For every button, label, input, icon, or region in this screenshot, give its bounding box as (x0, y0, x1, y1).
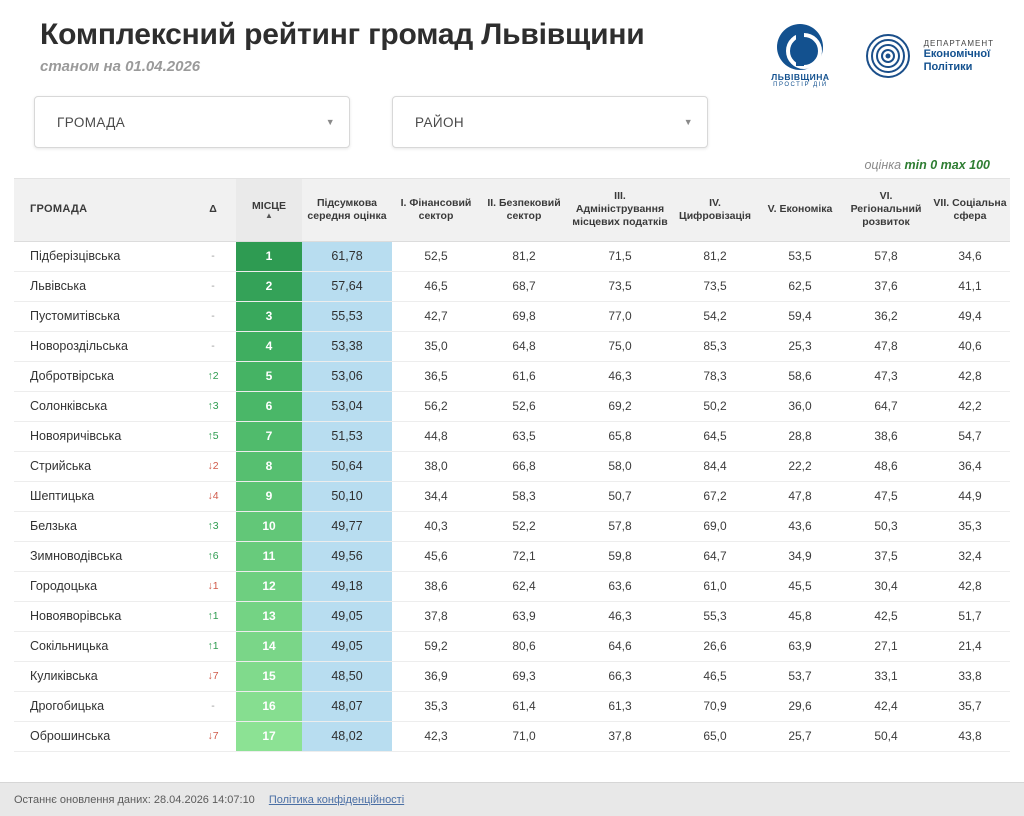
row-metric-3: 46,3 (568, 361, 672, 391)
table-head (14, 179, 1010, 241)
row-community-name: Зимноводівська (14, 541, 190, 571)
row-metric-2: 61,6 (480, 361, 568, 391)
lvivshchyna-logo-label: ЛЬВІВЩИНА (771, 72, 830, 82)
row-total-score: 55,53 (302, 301, 392, 331)
row-metric-3: 61,3 (568, 691, 672, 721)
row-total-score: 48,50 (302, 661, 392, 691)
row-metric-5: 25,7 (758, 721, 842, 751)
row-community-name: Солонківська (14, 391, 190, 421)
row-community-name: Стрийська (14, 451, 190, 481)
row-metric-3: 71,5 (568, 241, 672, 271)
row-place: 7 (236, 421, 302, 451)
row-delta: ↑1 (190, 631, 236, 661)
row-community-name: Львівська (14, 271, 190, 301)
row-metric-4: 65,0 (672, 721, 758, 751)
row-metric-7: 40,6 (930, 331, 1010, 361)
row-delta: ↓1 (190, 571, 236, 601)
row-metric-3: 69,2 (568, 391, 672, 421)
row-metric-1: 38,6 (392, 571, 480, 601)
row-metric-6: 47,3 (842, 361, 930, 391)
row-metric-1: 44,8 (392, 421, 480, 451)
filter-bar (0, 92, 1024, 148)
row-metric-3: 77,0 (568, 301, 672, 331)
row-community-name: Новояричівська (14, 421, 190, 451)
row-metric-3: 59,8 (568, 541, 672, 571)
col-header-c6[interactable]: VI. Регіональний розвиток (842, 179, 930, 241)
row-community-name: Підберізцівська (14, 241, 190, 271)
col-header-c2[interactable]: II. Безпековий сектор (480, 179, 568, 241)
row-metric-5: 22,2 (758, 451, 842, 481)
footer-bar (0, 782, 1024, 816)
table-row[interactable] (14, 271, 1010, 301)
row-metric-5: 43,6 (758, 511, 842, 541)
row-metric-4: 61,0 (672, 571, 758, 601)
table-row[interactable] (14, 571, 1010, 601)
row-metric-7: 35,3 (930, 511, 1010, 541)
row-total-score: 49,56 (302, 541, 392, 571)
table-row[interactable] (14, 661, 1010, 691)
row-metric-5: 28,8 (758, 421, 842, 451)
lvivshchyna-logo-sublabel: ПРОСТІР ДІЙ (773, 82, 828, 88)
row-metric-6: 36,2 (842, 301, 930, 331)
row-metric-4: 81,2 (672, 241, 758, 271)
page-subtitle: станом на 01.04.2026 (40, 58, 201, 75)
row-metric-5: 47,8 (758, 481, 842, 511)
row-place: 13 (236, 601, 302, 631)
row-metric-7: 42,8 (930, 361, 1010, 391)
raion-filter-dropdown[interactable] (392, 96, 708, 148)
row-metric-2: 81,2 (480, 241, 568, 271)
table-row[interactable] (14, 391, 1010, 421)
row-metric-7: 21,4 (930, 631, 1010, 661)
row-metric-6: 57,8 (842, 241, 930, 271)
row-total-score: 49,05 (302, 601, 392, 631)
row-metric-6: 37,6 (842, 271, 930, 301)
row-metric-4: 70,9 (672, 691, 758, 721)
row-metric-3: 46,3 (568, 601, 672, 631)
row-community-name: Городоцька (14, 571, 190, 601)
table-row[interactable] (14, 451, 1010, 481)
row-metric-3: 57,8 (568, 511, 672, 541)
row-delta: ↑3 (190, 391, 236, 421)
col-header-score[interactable]: Підсумкова середня оцінка (302, 179, 392, 241)
department-logo-text (924, 39, 994, 73)
row-place: 9 (236, 481, 302, 511)
row-metric-7: 42,8 (930, 571, 1010, 601)
row-metric-7: 36,4 (930, 451, 1010, 481)
col-header-c5[interactable]: V. Економіка (758, 179, 842, 241)
row-metric-5: 25,3 (758, 331, 842, 361)
row-metric-1: 37,8 (392, 601, 480, 631)
row-metric-7: 49,4 (930, 301, 1010, 331)
row-total-score: 50,64 (302, 451, 392, 481)
row-metric-2: 69,8 (480, 301, 568, 331)
row-metric-2: 69,3 (480, 661, 568, 691)
row-metric-6: 38,6 (842, 421, 930, 451)
row-metric-1: 52,5 (392, 241, 480, 271)
row-community-name: Оброшинська (14, 721, 190, 751)
row-metric-6: 33,1 (842, 661, 930, 691)
row-metric-2: 62,4 (480, 571, 568, 601)
col-header-name[interactable]: ГРОМАДА (14, 179, 190, 241)
gear-icon (777, 24, 823, 70)
row-place: 5 (236, 361, 302, 391)
row-metric-2: 63,5 (480, 421, 568, 451)
row-delta: ↑6 (190, 541, 236, 571)
col-header-c1[interactable]: I. Фінансовий сектор (392, 179, 480, 241)
row-delta: ↓7 (190, 721, 236, 751)
row-metric-6: 30,4 (842, 571, 930, 601)
row-metric-1: 42,7 (392, 301, 480, 331)
table-row[interactable] (14, 421, 1010, 451)
row-delta: - (190, 331, 236, 361)
row-metric-3: 64,6 (568, 631, 672, 661)
row-total-score: 49,18 (302, 571, 392, 601)
row-metric-1: 35,0 (392, 331, 480, 361)
row-metric-2: 71,0 (480, 721, 568, 751)
col-header-place[interactable] (236, 179, 302, 241)
row-total-score: 50,10 (302, 481, 392, 511)
row-community-name: Белзька (14, 511, 190, 541)
row-metric-4: 73,5 (672, 271, 758, 301)
row-total-score: 53,38 (302, 331, 392, 361)
row-metric-3: 58,0 (568, 451, 672, 481)
row-metric-1: 45,6 (392, 541, 480, 571)
row-delta: ↑5 (190, 421, 236, 451)
row-metric-5: 45,5 (758, 571, 842, 601)
row-metric-7: 33,8 (930, 661, 1010, 691)
row-community-name: Новояворівська (14, 601, 190, 631)
table-row[interactable] (14, 721, 1010, 751)
row-delta: ↑3 (190, 511, 236, 541)
row-community-name: Добротвірська (14, 361, 190, 391)
logo-group (771, 18, 1000, 88)
row-metric-4: 64,5 (672, 421, 758, 451)
row-metric-2: 66,8 (480, 451, 568, 481)
page-header (0, 0, 1024, 92)
row-total-score: 51,53 (302, 421, 392, 451)
row-place: 4 (236, 331, 302, 361)
table-row[interactable] (14, 241, 1010, 271)
row-metric-6: 50,4 (842, 721, 930, 751)
col-header-c7[interactable]: VII. Соціальна сфера (930, 179, 1010, 241)
row-metric-6: 47,8 (842, 331, 930, 361)
row-metric-6: 42,5 (842, 601, 930, 631)
row-metric-1: 42,3 (392, 721, 480, 751)
ranking-table (14, 179, 1010, 752)
row-metric-7: 41,1 (930, 271, 1010, 301)
row-metric-3: 37,8 (568, 721, 672, 751)
row-metric-6: 64,7 (842, 391, 930, 421)
row-delta: - (190, 301, 236, 331)
row-metric-2: 80,6 (480, 631, 568, 661)
target-rings-icon (864, 32, 916, 80)
row-metric-2: 72,1 (480, 541, 568, 571)
row-metric-4: 26,6 (672, 631, 758, 661)
row-community-name: Куликівська (14, 661, 190, 691)
row-metric-3: 66,3 (568, 661, 672, 691)
col-header-place-label: МІСЦЕ (252, 200, 286, 213)
row-metric-5: 63,9 (758, 631, 842, 661)
row-place: 10 (236, 511, 302, 541)
row-metric-3: 75,0 (568, 331, 672, 361)
page-title: Комплексний рейтинг громад Львівщини (40, 18, 645, 51)
department-label-1: ДЕПАРТАМЕНТ (923, 38, 994, 48)
row-total-score: 49,77 (302, 511, 392, 541)
row-metric-2: 52,6 (480, 391, 568, 421)
department-label-3: Політики (923, 60, 973, 73)
row-metric-1: 46,5 (392, 271, 480, 301)
table-row[interactable] (14, 541, 1010, 571)
row-place: 3 (236, 301, 302, 331)
department-logo (864, 32, 994, 80)
row-metric-1: 59,2 (392, 631, 480, 661)
row-metric-2: 52,2 (480, 511, 568, 541)
ranking-table-wrap (14, 178, 1010, 752)
row-metric-5: 45,8 (758, 601, 842, 631)
row-metric-7: 54,7 (930, 421, 1010, 451)
hromada-filter-label: ГРОМАДА (57, 114, 126, 130)
row-metric-5: 53,5 (758, 241, 842, 271)
row-metric-5: 34,9 (758, 541, 842, 571)
row-metric-3: 63,6 (568, 571, 672, 601)
raion-filter-label: РАЙОН (415, 114, 465, 130)
col-header-c3[interactable]: III. Адміністрування місцевих податків (568, 179, 672, 241)
row-delta: ↑2 (190, 361, 236, 391)
row-delta: - (190, 241, 236, 271)
row-community-name: Дрогобицька (14, 691, 190, 721)
row-total-score: 57,64 (302, 271, 392, 301)
row-metric-7: 32,4 (930, 541, 1010, 571)
row-metric-7: 34,6 (930, 241, 1010, 271)
row-metric-7: 44,9 (930, 481, 1010, 511)
row-metric-2: 68,7 (480, 271, 568, 301)
row-metric-5: 53,7 (758, 661, 842, 691)
row-delta: ↓4 (190, 481, 236, 511)
row-delta: ↓7 (190, 661, 236, 691)
row-place: 6 (236, 391, 302, 421)
row-metric-1: 36,5 (392, 361, 480, 391)
row-metric-7: 51,7 (930, 601, 1010, 631)
row-metric-1: 34,4 (392, 481, 480, 511)
row-metric-4: 64,7 (672, 541, 758, 571)
row-place: 15 (236, 661, 302, 691)
row-metric-3: 65,8 (568, 421, 672, 451)
row-metric-5: 62,5 (758, 271, 842, 301)
row-metric-4: 50,2 (672, 391, 758, 421)
row-place: 11 (236, 541, 302, 571)
row-metric-2: 61,4 (480, 691, 568, 721)
table-row[interactable] (14, 511, 1010, 541)
row-metric-4: 84,4 (672, 451, 758, 481)
row-total-score: 53,06 (302, 361, 392, 391)
row-metric-5: 58,6 (758, 361, 842, 391)
row-place: 12 (236, 571, 302, 601)
row-total-score: 61,78 (302, 241, 392, 271)
row-metric-7: 42,2 (930, 391, 1010, 421)
row-community-name: Новороздільська (14, 331, 190, 361)
row-metric-3: 50,7 (568, 481, 672, 511)
row-delta: ↓2 (190, 451, 236, 481)
table-row[interactable] (14, 331, 1010, 361)
hromada-filter-dropdown[interactable] (34, 96, 350, 148)
row-metric-2: 64,8 (480, 331, 568, 361)
col-header-c4[interactable]: IV. Цифровізація (672, 179, 758, 241)
department-label-2: Економічної (923, 47, 991, 60)
privacy-policy-link[interactable]: Політика конфіденційності (268, 793, 405, 806)
row-total-score: 48,02 (302, 721, 392, 751)
row-metric-6: 27,1 (842, 631, 930, 661)
row-total-score: 48,07 (302, 691, 392, 721)
last-updated-text: Останнє оновлення даних: 28.04.2026 14:07:10 (14, 793, 255, 806)
row-metric-6: 37,5 (842, 541, 930, 571)
row-community-name: Пустомитівська (14, 301, 190, 331)
header-row (14, 179, 1010, 241)
table-row[interactable] (14, 361, 1010, 391)
lvivshchyna-logo (771, 24, 829, 88)
row-metric-6: 42,4 (842, 691, 930, 721)
row-place: 2 (236, 271, 302, 301)
row-metric-5: 59,4 (758, 301, 842, 331)
sort-ascending-icon[interactable]: ▲ (265, 211, 273, 221)
row-metric-5: 36,0 (758, 391, 842, 421)
table-row[interactable] (14, 691, 1010, 721)
row-place: 8 (236, 451, 302, 481)
scale-note-range: min 0 max 100 (904, 158, 990, 172)
row-metric-4: 85,3 (672, 331, 758, 361)
row-delta: - (190, 271, 236, 301)
table-body (14, 241, 1010, 751)
row-metric-2: 58,3 (480, 481, 568, 511)
row-metric-6: 50,3 (842, 511, 930, 541)
row-total-score: 49,05 (302, 631, 392, 661)
row-place: 14 (236, 631, 302, 661)
row-delta: - (190, 691, 236, 721)
row-community-name: Шептицька (14, 481, 190, 511)
row-metric-7: 43,8 (930, 721, 1010, 751)
row-metric-1: 40,3 (392, 511, 480, 541)
table-row[interactable] (14, 301, 1010, 331)
scale-note-prefix: оцінка (864, 158, 905, 172)
row-metric-6: 47,5 (842, 481, 930, 511)
row-metric-3: 73,5 (568, 271, 672, 301)
row-metric-4: 67,2 (672, 481, 758, 511)
row-metric-1: 35,3 (392, 691, 480, 721)
row-metric-4: 55,3 (672, 601, 758, 631)
row-place: 17 (236, 721, 302, 751)
row-total-score: 53,04 (302, 391, 392, 421)
row-place: 1 (236, 241, 302, 271)
row-metric-5: 29,6 (758, 691, 842, 721)
row-metric-4: 78,3 (672, 361, 758, 391)
row-metric-4: 54,2 (672, 301, 758, 331)
scale-note (0, 148, 1024, 178)
row-place: 16 (236, 691, 302, 721)
chevron-down-icon[interactable]: ▼ (325, 117, 335, 127)
table-row[interactable] (14, 481, 1010, 511)
title-block (40, 18, 771, 75)
col-header-delta[interactable]: Δ (190, 179, 236, 241)
row-metric-7: 35,7 (930, 691, 1010, 721)
row-metric-1: 38,0 (392, 451, 480, 481)
table-row[interactable] (14, 631, 1010, 661)
row-delta: ↑1 (190, 601, 236, 631)
row-metric-4: 46,5 (672, 661, 758, 691)
row-metric-1: 36,9 (392, 661, 480, 691)
table-row[interactable] (14, 601, 1010, 631)
chevron-down-icon[interactable]: ▼ (683, 117, 693, 127)
row-community-name: Сокільницька (14, 631, 190, 661)
row-metric-1: 56,2 (392, 391, 480, 421)
row-metric-4: 69,0 (672, 511, 758, 541)
row-metric-6: 48,6 (842, 451, 930, 481)
row-metric-2: 63,9 (480, 601, 568, 631)
